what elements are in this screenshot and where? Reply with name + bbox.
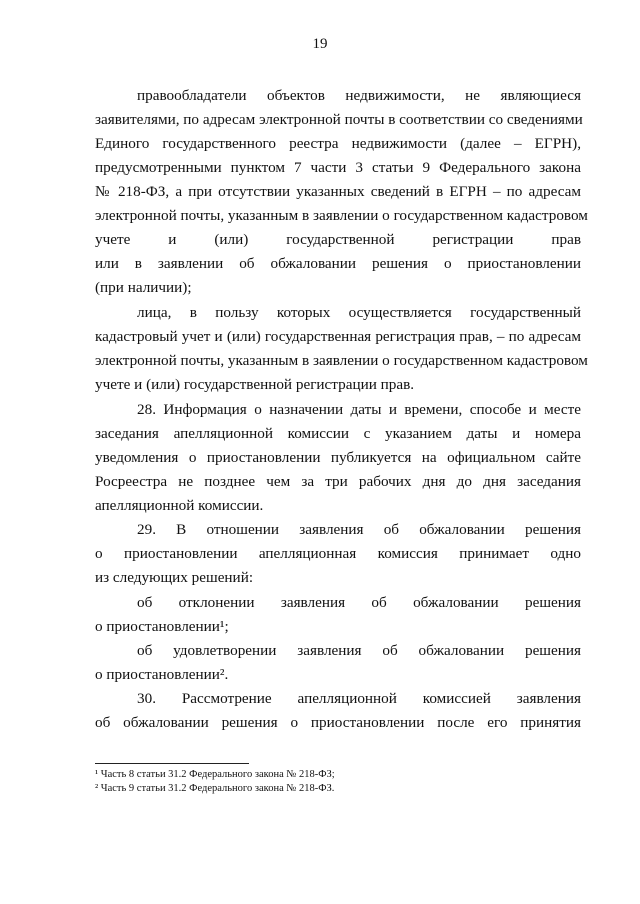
text-line: № 218-ФЗ, а при отсутствии указанных сведений в ЕГРН – по адресам bbox=[95, 183, 581, 200]
text-line: о приостановлении апелляционная комиссия принимает одно bbox=[95, 545, 581, 562]
text-line: из следующих решений: bbox=[95, 569, 254, 586]
text-line: 28. Информация о назначении даты и времени, способе и месте bbox=[137, 401, 581, 418]
text-line: 29. В отношении заявления об обжаловании решения bbox=[137, 521, 581, 538]
text-line: уведомления о приостановлении публикуется на официальном сайте bbox=[95, 449, 581, 466]
page-number: 19 bbox=[312, 36, 328, 52]
text-line: о приостановлении¹; bbox=[95, 618, 229, 635]
text-line: об удовлетворении заявления об обжаловании решения bbox=[137, 642, 581, 659]
text-line: 30. Рассмотрение апелляционной комиссией заявления bbox=[137, 690, 581, 707]
text-line: Единого государственного реестра недвижимости (далее – ЕГРН), bbox=[95, 135, 581, 152]
text-line: учете и (или) государственной регистрации прав bbox=[95, 231, 581, 248]
text-line: электронной почты, указанным в заявлении о государственном кадастровом bbox=[95, 207, 588, 224]
footnote: ² Часть 9 статьи 31.2 Федерального закона № 218-ФЗ. bbox=[95, 783, 335, 794]
text-line: заявителями, по адресам электронной почты в соответствии со сведениями bbox=[95, 111, 583, 128]
text-line: Росреестра не позднее чем за три рабочих дня до дня заседания bbox=[95, 473, 581, 490]
footnote-separator bbox=[95, 763, 249, 764]
text-line: кадастровый учет и (или) государственная регистрация прав, – по адресам bbox=[95, 328, 581, 345]
text-line: о приостановлении². bbox=[95, 666, 229, 683]
footnote: ¹ Часть 8 статьи 31.2 Федерального закона № 218-ФЗ; bbox=[95, 769, 335, 780]
text-line: (при наличии); bbox=[95, 279, 192, 296]
text-line: предусмотренными пунктом 7 части 3 статьи 9 Федерального закона bbox=[95, 159, 581, 176]
text-line: заседания апелляционной комиссии с указанием даты и номера bbox=[95, 425, 581, 442]
text-line: электронной почты, указанным в заявлении о государственном кадастровом bbox=[95, 352, 588, 369]
text-line: правообладатели объектов недвижимости, не являющиеся bbox=[137, 87, 581, 104]
text-line: апелляционной комиссии. bbox=[95, 497, 264, 514]
text-line: или в заявлении об обжаловании решения о приостановлении bbox=[95, 255, 581, 272]
text-line: об обжаловании решения о приостановлении после его принятия bbox=[95, 714, 581, 731]
text-line: учете и (или) государственной регистрации прав. bbox=[95, 376, 415, 393]
text-line: лица, в пользу которых осуществляется государственный bbox=[137, 304, 581, 321]
text-line: об отклонении заявления об обжаловании решения bbox=[137, 594, 581, 611]
